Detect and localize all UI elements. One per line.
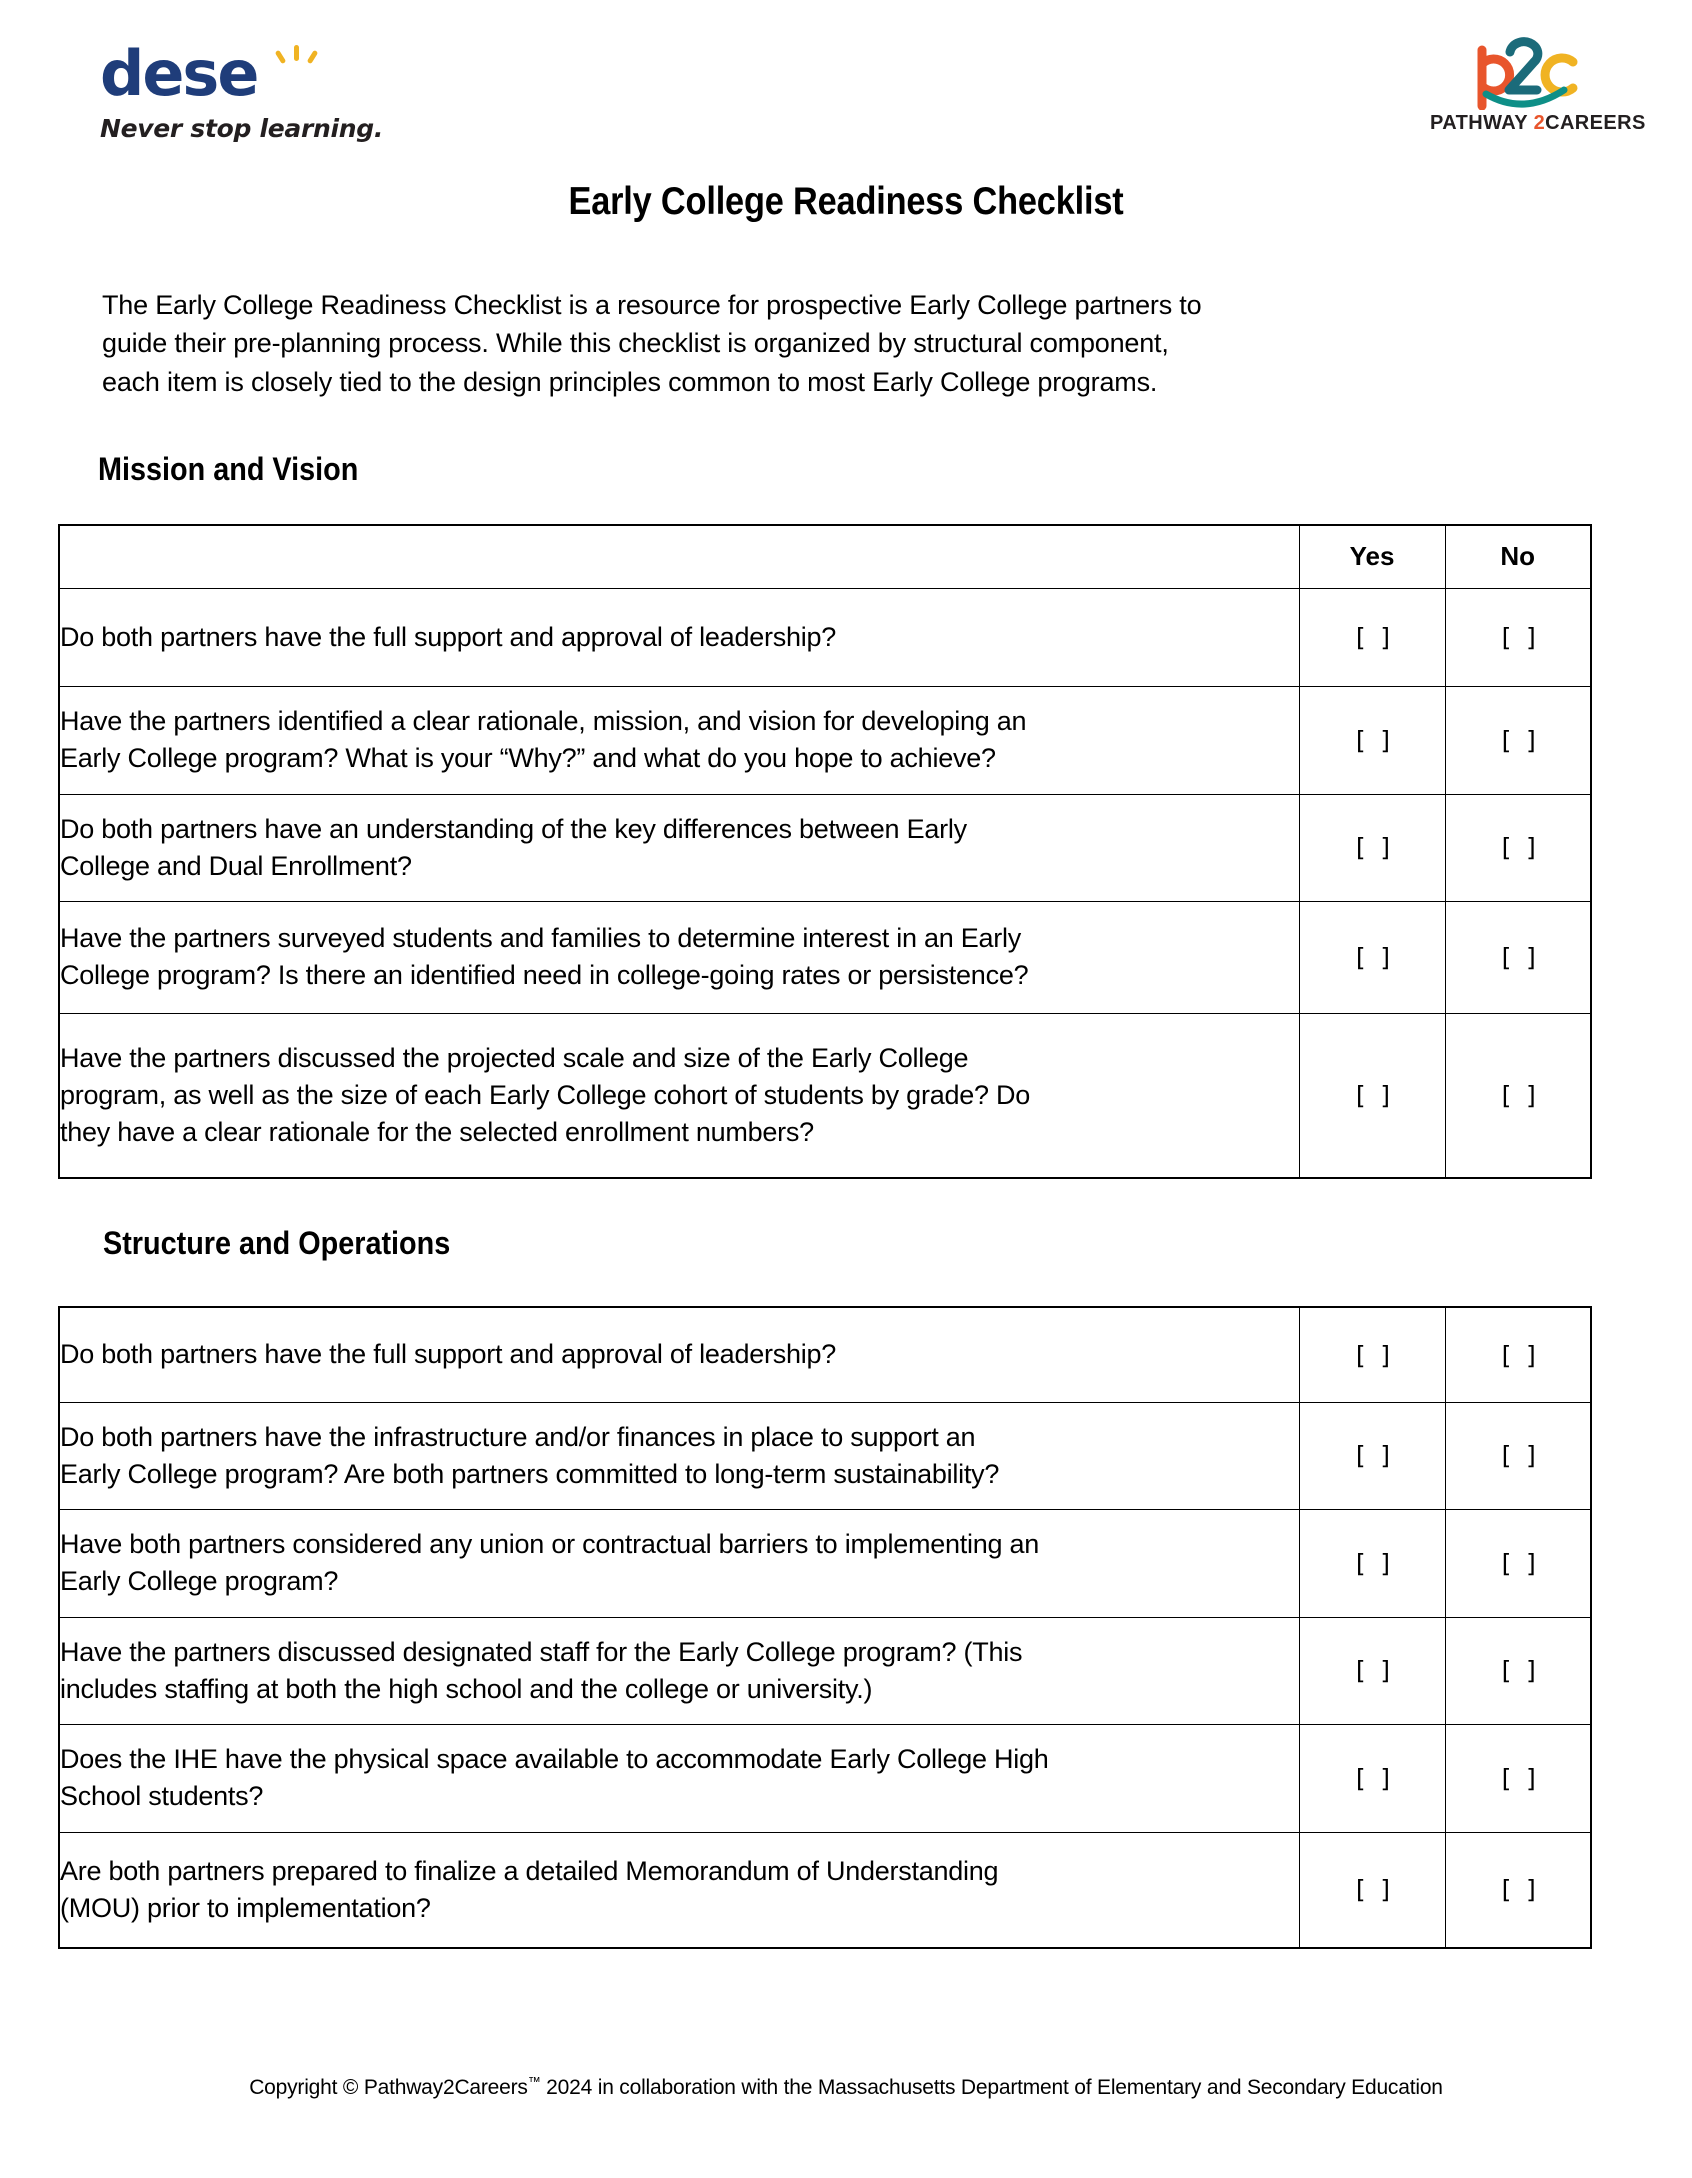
yes-checkbox[interactable]: [ ] (1299, 588, 1445, 686)
question-line: Early College program? Are both partners committed to long-term sustainability? (60, 1458, 1000, 1489)
question-text (59, 794, 1299, 902)
p2c-mark-icon (1430, 30, 1620, 110)
mission-and-vision-table (58, 524, 1592, 1180)
table-row (59, 588, 1591, 686)
no-checkbox[interactable]: [ ] (1445, 1725, 1591, 1833)
structure-and-operations-table (58, 1306, 1592, 1949)
dese-wordmark (100, 38, 400, 110)
table-row (59, 1013, 1591, 1178)
question-line: Do both partners have the infrastructure and/or finances in place to support an (60, 1421, 976, 1452)
no-checkbox[interactable]: [ ] (1445, 1617, 1591, 1725)
table-row (59, 687, 1591, 795)
table-row (59, 1725, 1591, 1833)
question-line: College and Dual Enrollment? (60, 850, 412, 881)
question-line: Have the partners surveyed students and families to determine interest in an Early (60, 923, 1022, 954)
yes-checkbox[interactable]: [ ] (1299, 1832, 1445, 1948)
table-row (59, 902, 1591, 1014)
table-header-row (59, 525, 1591, 589)
yes-checkbox[interactable]: [ ] (1299, 1510, 1445, 1618)
dese-tagline: Never stop learning. (100, 114, 384, 143)
page-header (0, 0, 1692, 160)
question-text (59, 1402, 1299, 1510)
question-line: College program? Is there an identified need in college-going rates or persistence? (60, 960, 1029, 991)
table-row (59, 1617, 1591, 1725)
dese-sun-rays-icon (270, 40, 330, 66)
question-line: Does the IHE have the physical space available to accommodate Early College High (60, 1744, 1049, 1775)
dese-logo (100, 38, 400, 143)
table-header-question (59, 525, 1299, 589)
no-checkbox[interactable]: [ ] (1445, 1402, 1591, 1510)
dese-wordmark-text: dese (100, 37, 258, 110)
intro-line-3: each item is closely tied to the design principles common to most Early College programs. (102, 366, 1158, 397)
no-checkbox[interactable]: [ ] (1445, 1013, 1591, 1178)
no-checkbox[interactable]: [ ] (1445, 588, 1591, 686)
yes-checkbox[interactable]: [ ] (1299, 1617, 1445, 1725)
question-line: includes staffing at both the high school and the college or university.) (60, 1673, 873, 1704)
question-line: Do both partners have the full support and approval of leadership? (60, 1339, 837, 1370)
question-line: they have a clear rationale for the selected enrollment numbers? (60, 1117, 814, 1148)
footer-prefix: Copyright © Pathway2Careers (249, 2076, 528, 2099)
no-checkbox[interactable]: [ ] (1445, 1307, 1591, 1402)
question-text (59, 1725, 1299, 1833)
p2c-logo (1430, 30, 1646, 135)
table-row (59, 1402, 1591, 1510)
footer-trademark: ™ (527, 2074, 541, 2089)
yes-checkbox[interactable]: [ ] (1299, 1402, 1445, 1510)
question-text (59, 588, 1299, 686)
question-line: Have the partners discussed the projected scale and size of the Early College (60, 1042, 969, 1073)
section-heading-structure-and-operations: Structure and Operations (103, 1225, 451, 1262)
page-title: Early College Readiness Checklist (568, 180, 1124, 223)
yes-checkbox[interactable]: [ ] (1299, 1725, 1445, 1833)
question-text (59, 687, 1299, 795)
p2c-wordmark-pathway: PATHWAY (1430, 112, 1534, 134)
question-text (59, 902, 1299, 1014)
footer-suffix: 2024 in collaboration with the Massachusetts Department of Elementary and Secondary Education (540, 2076, 1443, 2099)
section-heading-mission-and-vision: Mission and Vision (98, 450, 359, 487)
question-line: Have both partners considered any union or contractual barriers to implementing an (60, 1529, 1040, 1560)
table-row (59, 794, 1591, 902)
no-checkbox[interactable]: [ ] (1445, 902, 1591, 1014)
question-text (59, 1307, 1299, 1402)
question-line: Have the partners identified a clear rationale, mission, and vision for developing an (60, 706, 1027, 737)
structure-and-operations-table-wrap (0, 1306, 1692, 1949)
table-row (59, 1307, 1591, 1402)
question-line: program, as well as the size of each Early College cohort of students by grade? Do (60, 1079, 1031, 1110)
question-line: Are both partners prepared to finalize a detailed Memorandum of Understanding (60, 1855, 999, 1886)
p2c-wordmark (1430, 112, 1646, 135)
question-line: School students? (60, 1781, 264, 1812)
yes-checkbox[interactable]: [ ] (1299, 1307, 1445, 1402)
yes-checkbox[interactable]: [ ] (1299, 687, 1445, 795)
no-checkbox[interactable]: [ ] (1445, 1832, 1591, 1948)
footer-copyright (0, 2074, 1692, 2100)
question-line: Do both partners have the full support and approval of leadership? (60, 621, 837, 652)
question-line: (MOU) prior to implementation? (60, 1892, 431, 1923)
table-header-no: No (1445, 525, 1591, 589)
question-text (59, 1832, 1299, 1948)
no-checkbox[interactable]: [ ] (1445, 687, 1591, 795)
yes-checkbox[interactable]: [ ] (1299, 902, 1445, 1014)
question-text (59, 1510, 1299, 1618)
mission-and-vision-table-wrap (0, 524, 1692, 1180)
question-line: Early College program? What is your “Why?” and what do you hope to achieve? (60, 743, 996, 774)
yes-checkbox[interactable]: [ ] (1299, 1013, 1445, 1178)
table-row (59, 1832, 1591, 1948)
no-checkbox[interactable]: [ ] (1445, 794, 1591, 902)
table-row (59, 1510, 1591, 1618)
question-text (59, 1013, 1299, 1178)
p2c-wordmark-two: 2 (1533, 112, 1546, 134)
question-line: Do both partners have an understanding of the key differences between Early (60, 813, 967, 844)
no-checkbox[interactable]: [ ] (1445, 1510, 1591, 1618)
table-header-yes: Yes (1299, 525, 1445, 589)
intro-paragraph (102, 286, 1542, 401)
p2c-wordmark-careers: CAREERS (1545, 112, 1646, 134)
question-line: Early College program? (60, 1566, 339, 1597)
question-line: Have the partners discussed designated staff for the Early College program? (This (60, 1636, 1023, 1667)
intro-line-2: guide their pre-planning process. While this checklist is organized by structural component, (102, 328, 1169, 359)
yes-checkbox[interactable]: [ ] (1299, 794, 1445, 902)
intro-line-1: The Early College Readiness Checklist is a resource for prospective Early College partners to (102, 290, 1202, 320)
question-text (59, 1617, 1299, 1725)
